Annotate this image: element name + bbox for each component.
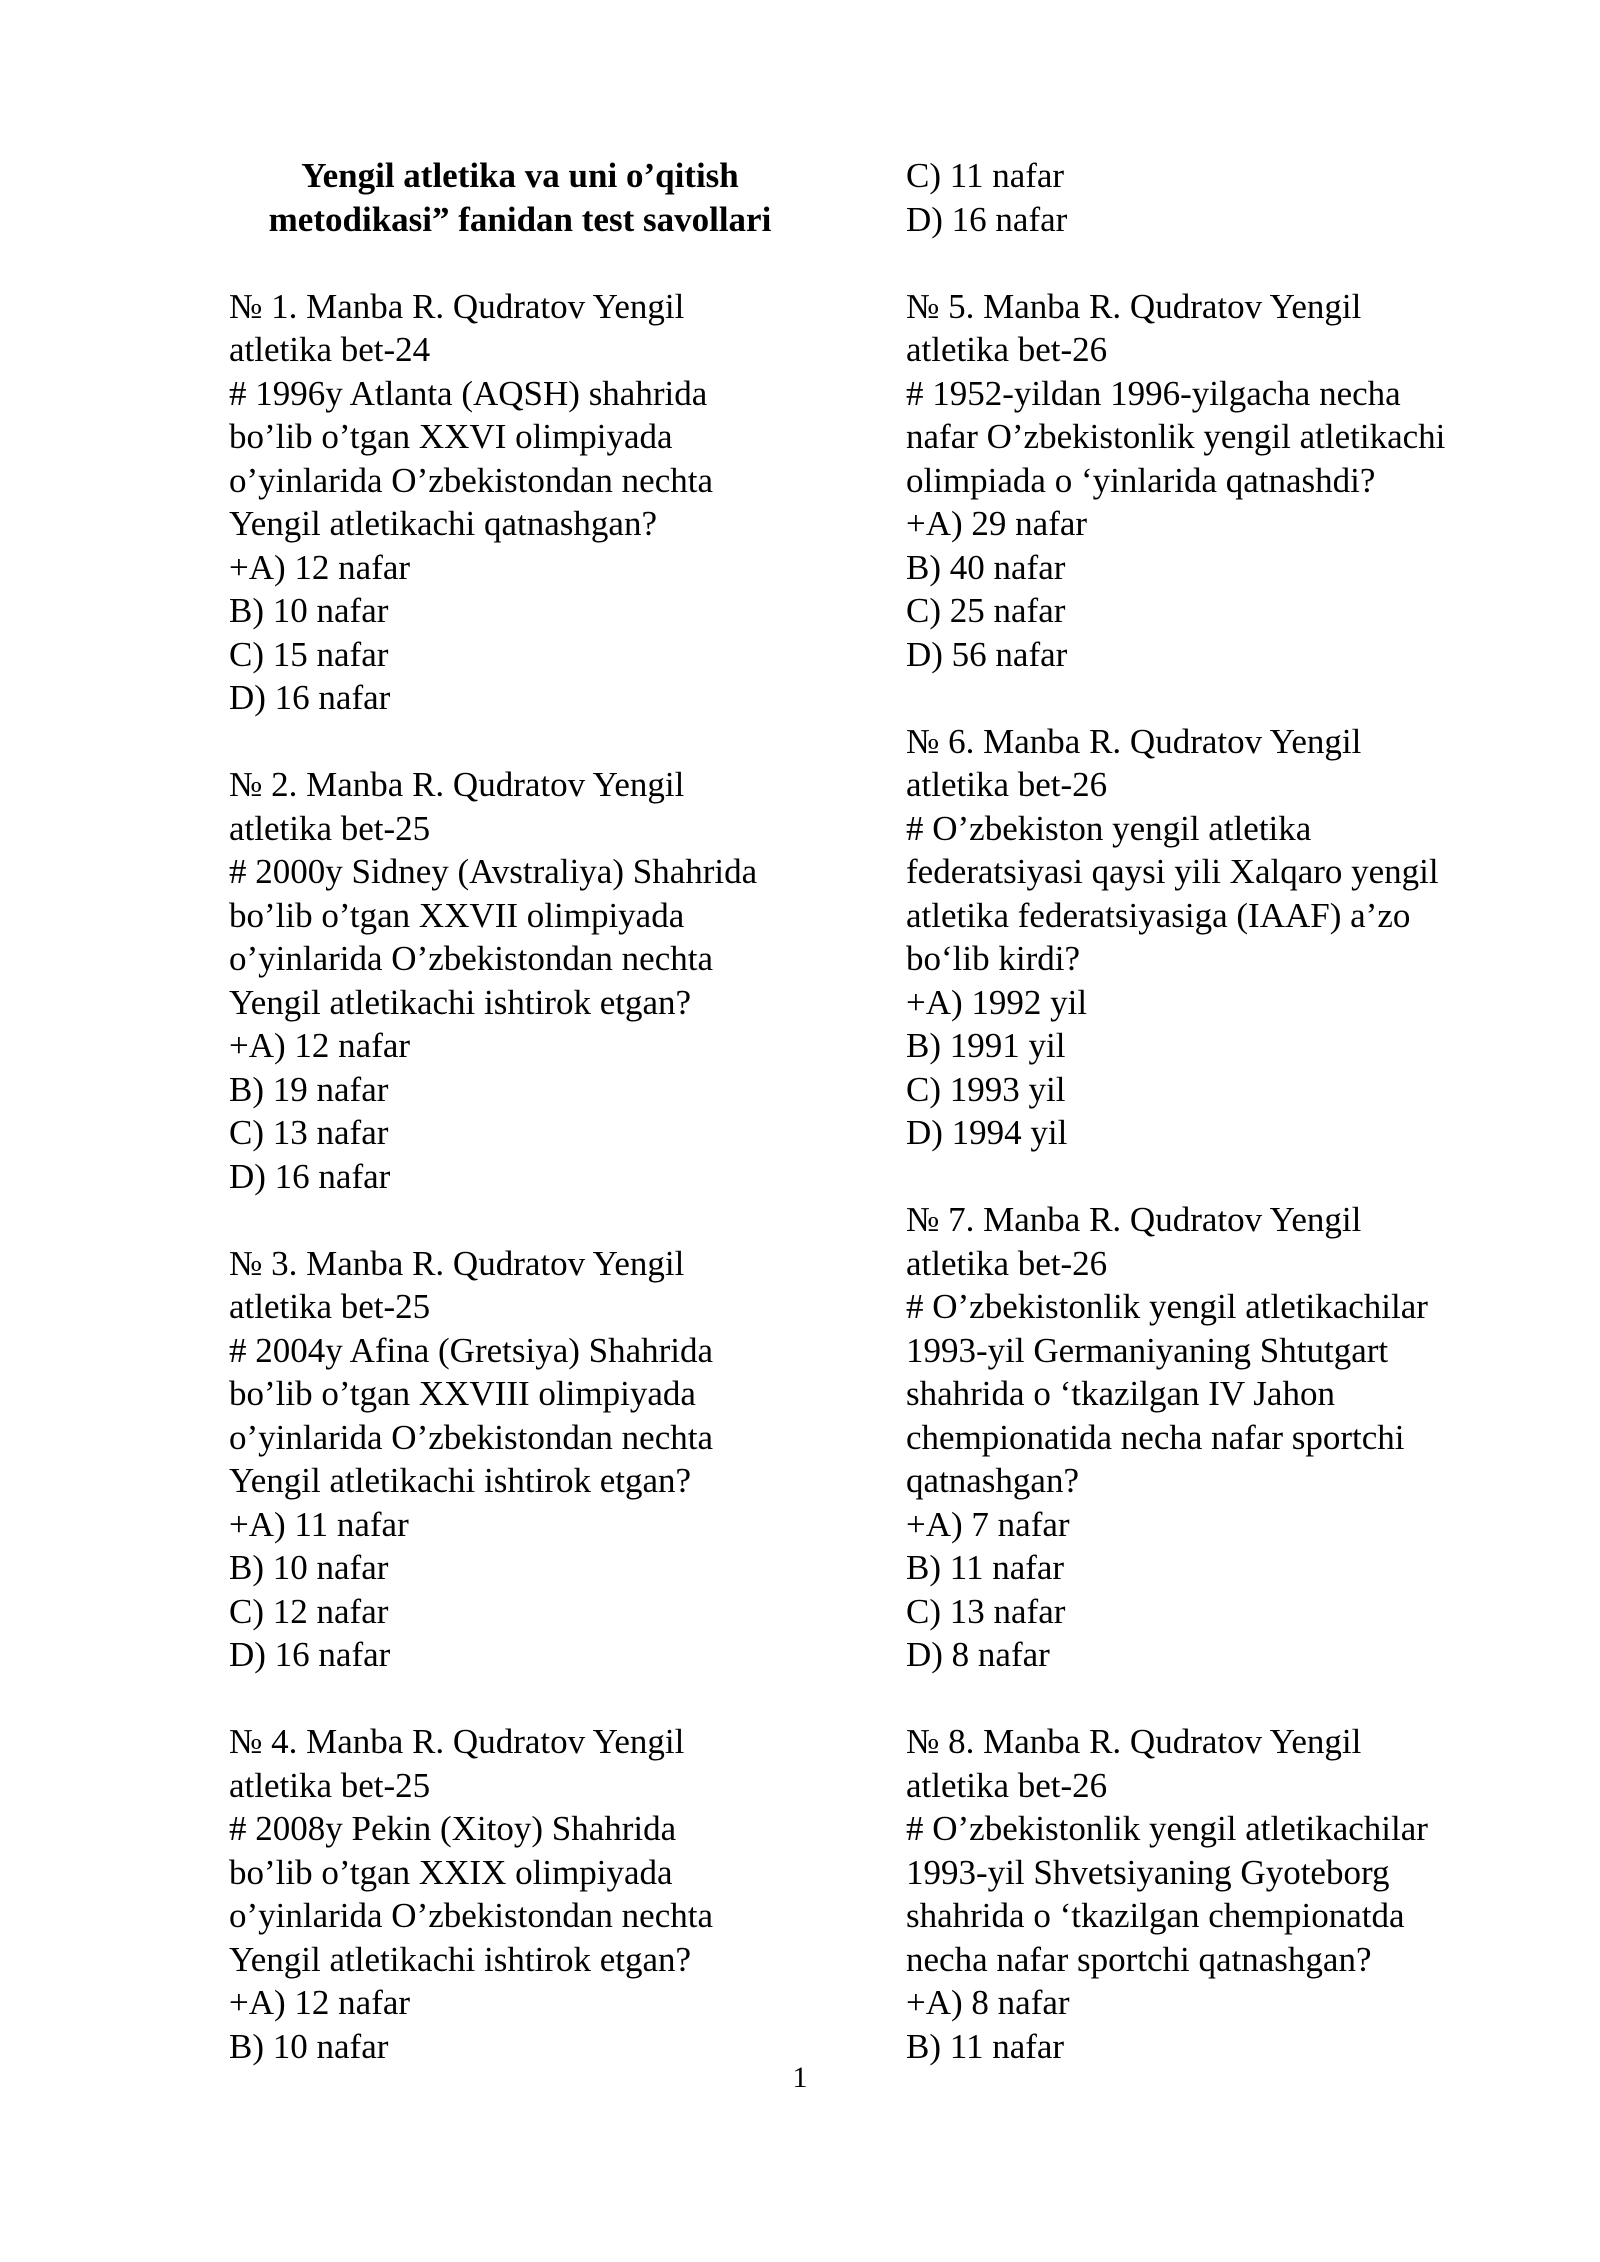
answer-option: C) 12 nafar: [229, 1591, 389, 1631]
question-text: # 2000y Sidney (Avstraliya) Shahrida: [229, 852, 758, 891]
question-text: nafar O’zbekistonlik yengil atletikachi: [906, 417, 1446, 456]
spacer: [229, 720, 829, 764]
question-block-3: [229, 1242, 829, 1677]
question-text: # 2004y Afina (Gretsiya) Shahrida: [229, 1330, 714, 1370]
question-text: # 1952-yildan 1996-yilgacha necha: [906, 373, 1401, 413]
question-block-6: [906, 720, 1506, 1155]
answer-option: +A) 12 nafar: [229, 547, 411, 587]
answer-option: B) 1991 yil: [906, 1026, 1066, 1065]
spacer: [906, 241, 1506, 285]
answer-option: C) 13 nafar: [229, 1113, 389, 1152]
question-header: atletika bet-26: [906, 1243, 1108, 1283]
title-line: Yengil atletika va uni o’qitish: [301, 156, 739, 195]
question-block-4: [229, 1720, 829, 2068]
answer-option: D) 56 nafar: [906, 634, 1068, 674]
question-header: № 2. Manba R. Qudratov Yengil: [229, 765, 685, 804]
question-header: atletika bet-24: [229, 330, 431, 369]
spacer: [229, 241, 829, 285]
question-text: bo‘lib kirdi?: [906, 939, 1080, 978]
question-header: № 5. Manba R. Qudratov Yengil: [906, 286, 1362, 326]
spacer: [906, 1155, 1506, 1199]
question-text: bo’lib o’tgan XXVIII olimpiyada: [229, 1374, 696, 1413]
answer-option: +A) 8 nafar: [906, 1983, 1070, 2022]
answer-option: D) 1994 yil: [906, 1113, 1068, 1152]
answer-option: D) 8 nafar: [906, 1635, 1050, 1674]
question-text: # 1996y Atlanta (AQSH) shahrida: [229, 373, 708, 413]
page-number: 1: [792, 2061, 808, 2094]
question-header: № 7. Manba R. Qudratov Yengil: [906, 1200, 1362, 1239]
answer-option: D) 16 nafar: [229, 1156, 391, 1196]
answer-option: B) 11 nafar: [906, 2026, 1065, 2066]
answer-option: B) 19 nafar: [229, 1069, 389, 1109]
question-text: # O’zbekistonlik yengil atletikachilar: [906, 1809, 1428, 1848]
question-text: qatnashgan?: [906, 1461, 1079, 1500]
answer-option: +A) 7 nafar: [906, 1504, 1070, 1544]
question-header: atletika bet-26: [906, 330, 1108, 369]
question-text: Yengil atletikachi ishtirok etgan?: [229, 982, 692, 1022]
question-4-continuation: [906, 154, 1506, 241]
question-text: 1993-yil Shvetsiyaning Gyoteborg: [906, 1852, 1390, 1892]
answer-option: +A) 29 nafar: [906, 504, 1088, 543]
title-line: metodikasi” fanidan test savollari: [268, 199, 772, 239]
answer-option: +A) 12 nafar: [229, 1026, 411, 1065]
question-text: Yengil atletikachi qatnashgan?: [229, 504, 657, 543]
right-column: [906, 154, 1506, 2068]
question-header: № 1. Manba R. Qudratov Yengil: [229, 286, 685, 326]
question-text: atletika federatsiyasiga (IAAF) a’zo: [906, 895, 1411, 935]
question-block-7: [906, 1198, 1506, 1677]
answer-option: C) 15 nafar: [229, 634, 389, 674]
question-text: Yengil atletikachi ishtirok etgan?: [229, 1939, 692, 1979]
answer-option: D) 16 nafar: [906, 199, 1068, 239]
question-text: # O’zbekiston yengil atletika: [906, 808, 1312, 848]
spacer: [906, 1677, 1506, 1721]
answer-option: C) 13 nafar: [906, 1591, 1066, 1631]
answer-option: D) 16 nafar: [229, 678, 391, 717]
document-title: [229, 154, 811, 241]
question-text: bo’lib o’tgan XXIX olimpiyada: [229, 1852, 673, 1892]
question-text: shahrida o ‘tkazilgan chempionatda: [906, 1896, 1405, 1935]
question-text: o’yinlarida O’zbekistondan nechta: [229, 1896, 713, 1935]
question-text: # 2008y Pekin (Xitoy) Shahrida: [229, 1809, 677, 1848]
question-header: atletika bet-26: [906, 1765, 1108, 1805]
question-block-2: [229, 763, 829, 1198]
spacer: [906, 676, 1506, 720]
question-header: atletika bet-26: [906, 765, 1108, 804]
question-header: atletika bet-25: [229, 1287, 431, 1326]
question-header: № 3. Manba R. Qudratov Yengil: [229, 1243, 685, 1283]
answer-option: +A) 11 nafar: [229, 1504, 409, 1544]
question-block-5: [906, 285, 1506, 677]
answer-option: C) 11 nafar: [906, 156, 1065, 195]
question-header: № 6. Manba R. Qudratov Yengil: [906, 721, 1362, 761]
question-text: o’yinlarida O’zbekistondan nechta: [229, 939, 713, 978]
question-block-1: [229, 285, 829, 720]
answer-option: B) 40 nafar: [906, 547, 1066, 587]
question-text: # O’zbekistonlik yengil atletikachilar: [906, 1287, 1428, 1326]
question-text: o’yinlarida O’zbekistondan nechta: [229, 460, 713, 500]
answer-option: C) 1993 yil: [906, 1069, 1066, 1109]
question-text: bo’lib o’tgan XXVII olimpiyada: [229, 895, 685, 935]
answer-option: B) 10 nafar: [229, 2026, 389, 2066]
question-header: atletika bet-25: [229, 808, 431, 848]
question-text: olimpiada o ‘yinlarida qatnashdi?: [906, 460, 1376, 500]
question-header: № 8. Manba R. Qudratov Yengil: [906, 1722, 1362, 1761]
question-text: chempionatida necha nafar sportchi: [906, 1417, 1405, 1457]
question-text: bo’lib o’tgan XXVI olimpiyada: [229, 417, 673, 456]
question-block-8: [906, 1720, 1506, 2068]
spacer: [229, 1677, 829, 1721]
answer-option: B) 10 nafar: [229, 1548, 389, 1587]
spacer: [229, 1198, 829, 1242]
answer-option: B) 11 nafar: [906, 1548, 1065, 1587]
question-text: shahrida o ‘tkazilgan IV Jahon: [906, 1374, 1335, 1413]
answer-option: D) 16 nafar: [229, 1635, 391, 1674]
left-column: [229, 154, 829, 2068]
question-text: federatsiyasi qaysi yili Xalqaro yengil: [906, 852, 1439, 891]
question-header: atletika bet-25: [229, 1765, 431, 1805]
question-text: 1993-yil Germaniyaning Shtutgart: [906, 1330, 1389, 1370]
answer-option: +A) 12 nafar: [229, 1983, 411, 2022]
answer-option: B) 10 nafar: [229, 591, 389, 630]
question-text: Yengil atletikachi ishtirok etgan?: [229, 1461, 692, 1500]
answer-option: C) 25 nafar: [906, 591, 1066, 630]
answer-option: +A) 1992 yil: [906, 982, 1088, 1022]
question-header: № 4. Manba R. Qudratov Yengil: [229, 1722, 685, 1761]
question-text: necha nafar sportchi qatnashgan?: [906, 1939, 1372, 1979]
question-text: o’yinlarida O’zbekistondan nechta: [229, 1417, 713, 1457]
